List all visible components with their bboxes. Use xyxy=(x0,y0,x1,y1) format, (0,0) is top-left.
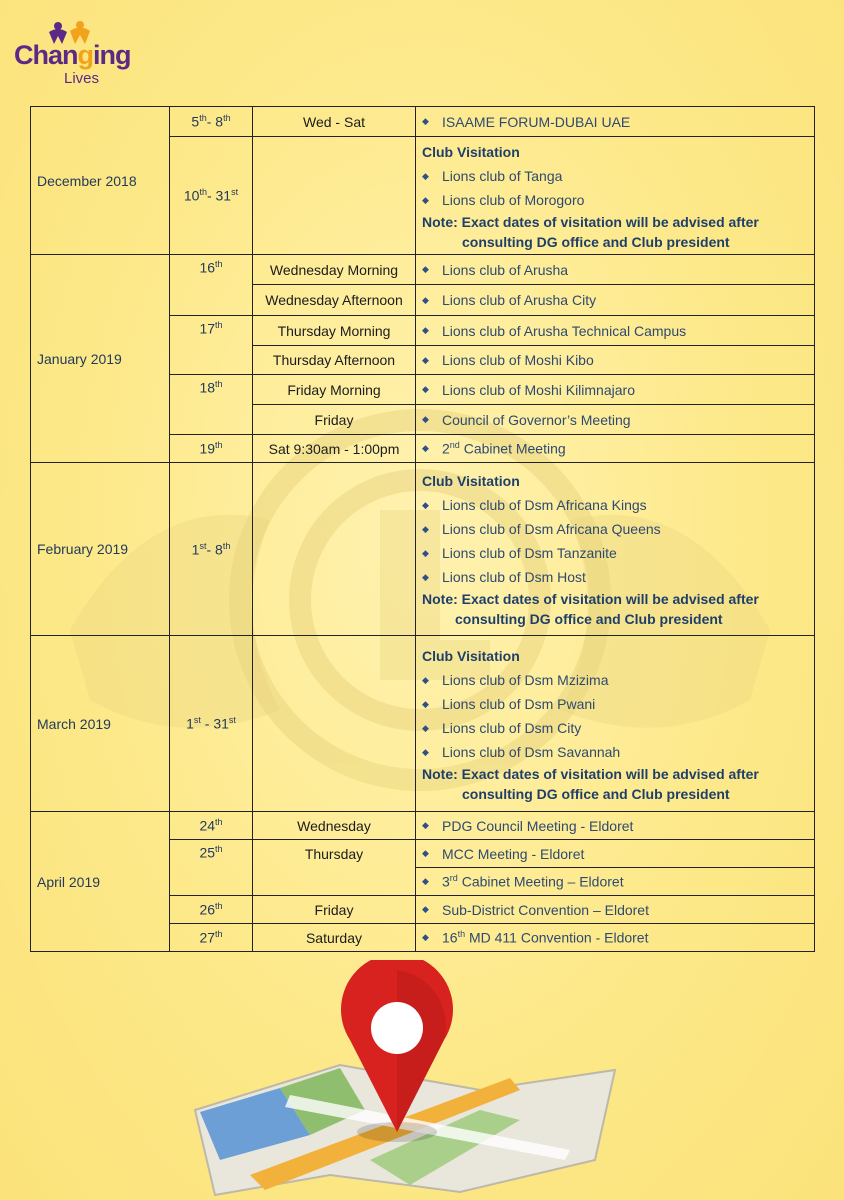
diamond-bullet-icon: ◆ xyxy=(422,820,429,830)
event-cell: ◆ Lions club of Arusha xyxy=(416,255,815,285)
diamond-bullet-icon: ◆ xyxy=(422,848,429,858)
diamond-bullet-icon: ◆ xyxy=(422,876,429,886)
date-cell: 27th xyxy=(170,924,253,952)
diamond-bullet-icon: ◆ xyxy=(422,116,429,126)
diamond-bullet-icon: ◆ xyxy=(422,722,429,733)
event-cell: ◆ MCC Meeting - Eldoret xyxy=(416,840,815,868)
month-cell: December 2018 xyxy=(31,107,170,255)
event-cell: ◆ Sub-District Convention – Eldoret xyxy=(416,896,815,924)
day-cell: Sat 9:30am - 1:00pm xyxy=(253,435,416,463)
diamond-bullet-icon: ◆ xyxy=(422,443,429,453)
day-cell: Friday xyxy=(253,405,416,435)
event-cell: Club Visitation ◆ Lions club of Tanga ◆ Lions club of Morogoro Note: Exact dates of visitation will be advised after consulting DG office and Club president xyxy=(416,137,815,255)
diamond-bullet-icon: ◆ xyxy=(422,325,429,335)
diamond-bullet-icon: ◆ xyxy=(422,294,429,305)
date-cell: 5th- 8th xyxy=(170,107,253,137)
day-cell: Thursday Afternoon xyxy=(253,346,416,375)
visitation-note: Note: Exact dates of visitation will be advised after consulting DG office and Club president xyxy=(422,213,759,250)
visitation-header: Club Visitation xyxy=(422,473,520,489)
date-cell: 17th xyxy=(170,316,253,375)
diamond-bullet-icon: ◆ xyxy=(422,414,429,424)
visitation-header: Club Visitation xyxy=(422,143,520,160)
table-row xyxy=(31,107,815,137)
month-cell: February 2019 xyxy=(31,463,170,636)
day-cell: Wednesday Morning xyxy=(253,255,416,285)
day-cell: Friday xyxy=(253,896,416,924)
day-cell: Thursday xyxy=(253,840,416,896)
event-cell: Club Visitation ◆ Lions club of Dsm Mzizima ◆ Lions club of Dsm Pwani ◆ Lions club of Dsm City ◆ Lions club of Dsm Savannah Note: Exact dates of visitation will be advised after consulting DG office and Club president xyxy=(416,636,815,812)
diamond-bullet-icon: ◆ xyxy=(422,932,429,942)
date-cell: 10th- 31st xyxy=(170,137,253,255)
event-cell: ◆ 16th MD 411 Convention - Eldoret xyxy=(416,924,815,952)
diamond-bullet-icon: ◆ xyxy=(422,548,429,558)
event-cell: ◆ Lions club of Moshi Kilimnajaro xyxy=(416,375,815,405)
event-cell: ◆ 3rd Cabinet Meeting – Eldoret xyxy=(416,868,815,896)
event-cell: ◆ Lions club of Arusha Technical Campus xyxy=(416,316,815,346)
diamond-bullet-icon: ◆ xyxy=(422,194,429,205)
day-cell: Friday Morning xyxy=(253,375,416,405)
event-cell: ◆ Lions club of Arusha City xyxy=(416,285,815,316)
logo-wordmark: Changing xyxy=(14,40,131,70)
map-pin-illustration xyxy=(190,960,620,1200)
diamond-bullet-icon: ◆ xyxy=(422,746,429,757)
event-cell: ◆ 2nd Cabinet Meeting xyxy=(416,435,815,463)
day-cell xyxy=(253,137,416,255)
diamond-bullet-icon: ◆ xyxy=(422,572,429,582)
diamond-bullet-icon: ◆ xyxy=(422,354,429,365)
event-cell: ◆ ISAAME FORUM-DUBAI UAE xyxy=(416,107,815,137)
event-cell: ◆ Council of Governor’s Meeting xyxy=(416,405,815,435)
month-cell: January 2019 xyxy=(31,255,170,463)
day-cell xyxy=(253,636,416,812)
date-cell: 24th xyxy=(170,812,253,840)
schedule-table xyxy=(30,106,815,952)
logo-subword: Lives xyxy=(64,70,100,87)
visitation-header: Club Visitation xyxy=(422,647,520,664)
date-cell: 26th xyxy=(170,896,253,924)
day-cell: Thursday Morning xyxy=(253,316,416,346)
event-cell: Club Visitation ◆ Lions club of Dsm Africana Kings ◆ Lions club of Dsm Africana Queens ◆ Lions club of Dsm Tanzanite ◆ Lions club of Dsm Host Note: Exact dates of visitation will be advised after consulting DG office and Club president xyxy=(416,463,815,636)
day-cell: Wednesday xyxy=(253,812,416,840)
day-cell: Wednesday Afternoon xyxy=(253,285,416,316)
month-cell: April 2019 xyxy=(31,812,170,952)
diamond-bullet-icon: ◆ xyxy=(422,904,429,914)
table-row xyxy=(31,463,815,636)
day-cell: Saturday xyxy=(253,924,416,952)
diamond-bullet-icon: ◆ xyxy=(422,170,429,181)
date-cell: 1st- 8th xyxy=(170,463,253,636)
day-cell: Wed - Sat xyxy=(253,107,416,137)
diamond-bullet-icon: ◆ xyxy=(422,698,429,709)
event-cell: ◆ Lions club of Moshi Kibo xyxy=(416,346,815,375)
visitation-note: Note: Exact dates of visitation will be advised after consulting DG office and Club president xyxy=(422,591,759,627)
event-cell: ◆ PDG Council Meeting - Eldoret xyxy=(416,812,815,840)
date-cell: 18th xyxy=(170,375,253,435)
changing-lives-logo xyxy=(12,18,142,88)
diamond-bullet-icon: ◆ xyxy=(422,384,429,394)
date-cell: 25th xyxy=(170,840,253,896)
date-cell: 16th xyxy=(170,255,253,316)
day-cell xyxy=(253,463,416,636)
diamond-bullet-icon: ◆ xyxy=(422,500,429,510)
table-row xyxy=(31,255,815,285)
table-row xyxy=(31,636,815,812)
month-cell: March 2019 xyxy=(31,636,170,812)
table-row xyxy=(31,812,815,840)
diamond-bullet-icon: ◆ xyxy=(422,524,429,534)
visitation-note: Note: Exact dates of visitation will be advised after consulting DG office and Club president xyxy=(422,765,759,802)
diamond-bullet-icon: ◆ xyxy=(422,264,429,274)
date-cell: 1st - 31st xyxy=(170,636,253,812)
diamond-bullet-icon: ◆ xyxy=(422,674,429,685)
date-cell: 19th xyxy=(170,435,253,463)
